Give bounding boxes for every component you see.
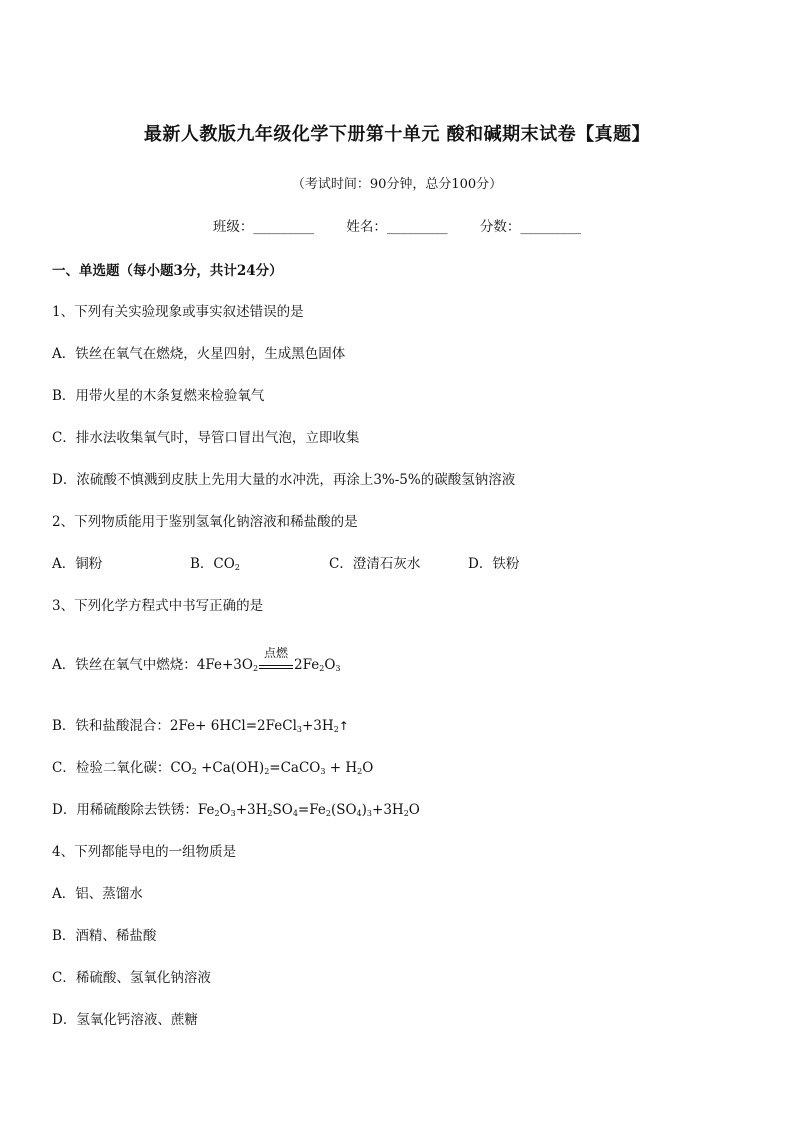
gas-arrow-icon: ↑ xyxy=(338,719,349,733)
score-field: 分数：_________ xyxy=(479,219,582,235)
question-3-option-b: B．铁和盐酸混合：$2Fe+ 6HCl=2FeCl_3+3H_2↑$ xyxy=(52,718,349,734)
question-1-option-a: A．铁丝在氧气在燃烧，火星四射，生成黑色固体 xyxy=(52,346,346,362)
question-1-option-d: D．浓硫酸不慎溅到皮肤上先用大量的水冲洗，再涂上3%-5%的碳酸氢钠溶液 xyxy=(52,472,516,488)
question-4-option-b: B．酒精、稀盐酸 xyxy=(52,928,157,944)
name-field: 姓名：_________ xyxy=(346,219,448,235)
page-title: 最新人教版九年级化学下册第十单元 酸和碱期末试卷【真题】 xyxy=(143,124,651,145)
question-1-option-b: B．用带火星的木条复燃来检验氧气 xyxy=(52,388,265,404)
question-2-option-d: D．铁粉 xyxy=(468,556,520,572)
question-2-option-b: B．$CO_2$ xyxy=(190,556,240,572)
question-4-option-a: A．铝、蒸馏水 xyxy=(52,886,143,902)
question-3-option-a: A．铁丝在氧气中燃烧：$4Fe+3O_2$ 点燃 $2Fe_2O_3$ xyxy=(52,645,341,673)
question-3-stem: 3、下列化学方程式中书写正确的是 xyxy=(52,598,264,614)
question-2-stem: 2、下列物质能用于鉴别氢氧化钠溶液和稀盐酸的是 xyxy=(52,514,358,530)
question-3-option-d: D．用稀硫酸除去铁锈：$Fe_2O_3+3H_2SO_4=Fe_2(SO_4)_3+3H_2O$ xyxy=(52,802,420,818)
question-4-option-d: D．氢氧化钙溶液、蔗糖 xyxy=(52,1012,198,1028)
question-3-option-c: C．检验二氧化碳：$CO_2$ $+Ca(OH)_2=CaCO_3 + H_2O$ xyxy=(52,760,374,776)
question-1-stem: 1、下列有关实验现象或事实叙述错误的是 xyxy=(52,304,304,320)
section-heading: 一、单选题（每小题3分，共计24分） xyxy=(52,263,283,279)
question-2-option-a: A．铜粉 xyxy=(52,556,103,572)
question-2-option-c: C．澄清石灰水 xyxy=(329,556,421,572)
exam-subtitle: （考试时间：90分钟，总分100分） xyxy=(291,177,503,192)
question-1-option-c: C．排水法收集氧气时，导管口冒出气泡，立即收集 xyxy=(52,430,360,446)
class-field: 班级：_________ xyxy=(212,219,315,235)
student-info-row xyxy=(0,215,794,235)
question-4-option-c: C．稀硫酸、氢氧化钠溶液 xyxy=(52,970,211,986)
question-4-stem: 4、下列都能导电的一组物质是 xyxy=(52,844,237,860)
reaction-condition: 点燃 xyxy=(259,663,293,669)
